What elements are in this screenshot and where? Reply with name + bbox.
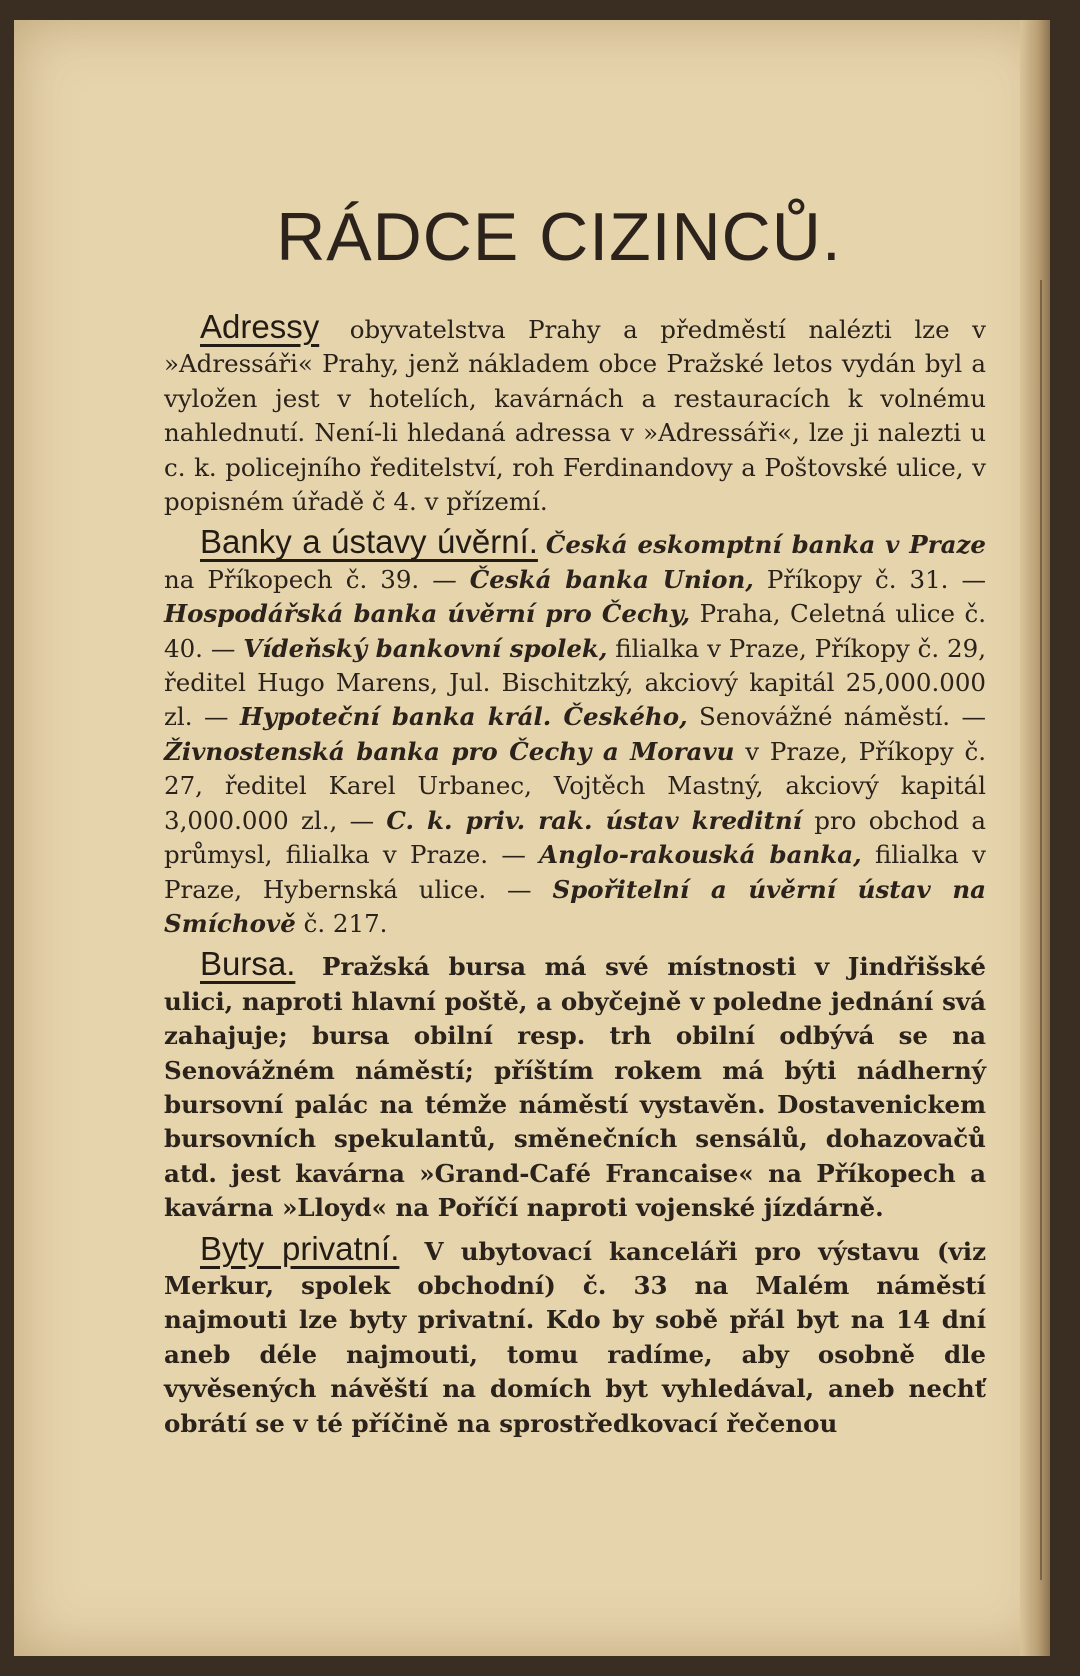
heading-banky: Banky a ústavy úvěrní. [200,523,538,561]
body-text [164,310,986,1447]
bank-name: Česká eskomptní banka v Praze [545,530,986,560]
bursa-text: Pražská bursa má své místnosti v Jindřišské ulici, naproti hlavní poště, a obyčejně v poledne jednání svá zahajuje; bursa obilní resp. trh obilní odbývá se na Senovážném náměstí; příštím rokem má býti nádherný bursovní palác na témže náměstí vystavěn. Dostavenickem bursovních spekulantů, směnečních sensálů, dohazovačů atd. jest kavárna »Grand-Café Francaise« na Příkopech a kavárna »Lloyd« na Poříčí naproti vojenské jízdárně. [164,952,986,1223]
bank-name: Živnostenská banka pro Čechy a Moravu [164,736,735,766]
byty-text: V ubytovací kanceláři pro výstavu (viz Merkur, spolek obchodní) č. 33 na Malém náměstí najmouti lze byty privatní. Kdo by sobě přál byt na 14 dní aneb déle najmouti, tomu radíme, aby osobně dle vyvěsených návěští na domích byt vyhledával, aneb nechť obrátí se v té příčině na sprostředkovací řečenou [164,1236,987,1438]
bank-name: Anglo-rakouská banka, [539,840,862,870]
bank-name: Vídeňský bankovní spolek, [243,633,608,663]
bank-text: Praha, Celetná ulice č. 40. — [164,599,986,663]
heading-bursa: Bursa. [200,945,296,983]
bank-name: Česká banka Union, [469,564,754,594]
section-banky [164,525,986,941]
section-byty [164,1229,987,1441]
bank-text: č. 217. [295,908,388,938]
book-page [14,20,1050,1656]
bank-name: Hospodářská banka úvěrní pro Čechy, [164,599,691,629]
bank-text: pro obchod a průmysl, filialka v Praze. — [164,805,986,870]
bank-text: Příkopy č. 31. — [753,564,986,594]
bank-text: na Příkopech č. 39. — [164,564,470,594]
bank-text: v Praze, Příkopy č. 27, ředitel Karel Urbanec, Vojtěch Mastný, akciový kapitál 3,000.000 zl., — [164,736,986,835]
heading-adressy: Adressy [200,308,320,345]
bank-text: Senovážné náměstí. — [687,702,987,732]
bank-name: Hypoteční banka král. Českého, [239,702,688,732]
bank-text: filialka v Praze, Příkopy č. 29, ředitel Hugo Marens, Jul. Bischitzký, akciový kapitál 25,000.000 zl. — [164,633,986,732]
bank-name: C. k. priv. rak. ústav kreditní [386,805,802,835]
section-adressy [164,310,986,519]
margin-rule [1040,280,1042,1580]
bank-text: filialka v Praze, Hybernská ulice. — [164,840,987,904]
adressy-text: obyvatelstva Prahy a předměstí nalézti lze v »Adressáři« Prahy, jenž nákladem obce Pražské letos vydán byl a vyložen jest v hotelích, kavárnách a restauracích k volnému nahlednutí. Není-li hledaná adressa v »Adressáři«, lze ji nalezti u c. k. policejního ředitelství, roh Ferdinandovy a Poštovské ulice, v popisném úřadě č 4. v přízemí. [164,315,986,517]
book-spine [1020,20,1050,1656]
section-bursa [164,947,986,1225]
page-title: RÁDCE CIZINCŮ. [276,199,842,275]
heading-byty: Byty privatní. [200,1229,400,1267]
bank-name: Spořitelní a úvěrní ústav na Smíchově [164,874,987,938]
